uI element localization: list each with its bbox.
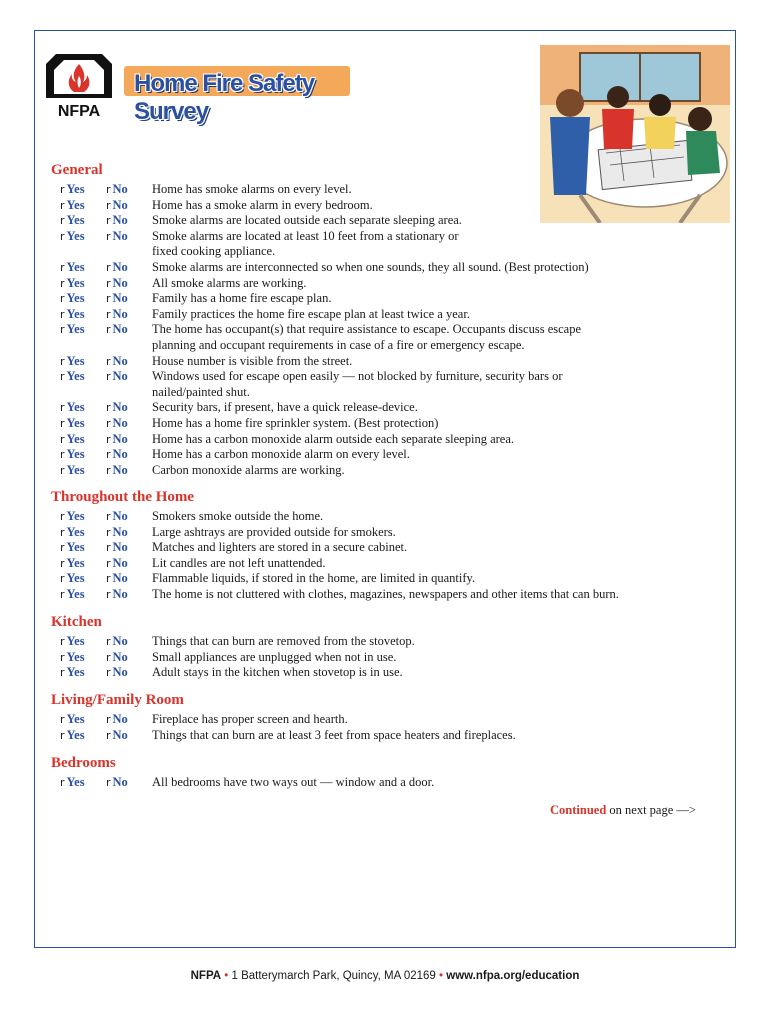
no-label: No xyxy=(112,587,128,601)
no-label: No xyxy=(112,213,128,228)
checkbox-mark: r xyxy=(106,417,111,430)
item-text: House number is visible from the street. xyxy=(152,353,353,368)
nfpa-logo xyxy=(42,50,116,120)
section-heading: Bedrooms xyxy=(51,755,116,771)
yes-label: Yes xyxy=(66,634,85,648)
checkbox-mark: r xyxy=(60,401,65,415)
continued-note xyxy=(550,803,696,818)
no-checkbox[interactable] xyxy=(106,728,128,743)
no-checkbox[interactable] xyxy=(106,354,128,369)
no-label: No xyxy=(112,275,128,290)
checkbox-mark: r xyxy=(106,276,111,290)
page-title: Home Fire Safety Survey xyxy=(134,70,315,125)
no-checkbox[interactable] xyxy=(106,463,128,478)
checkbox-mark: r xyxy=(106,323,111,337)
yes-label: Yes xyxy=(66,775,85,789)
yes-label: Yes xyxy=(66,712,85,726)
section-heading: Kitchen xyxy=(51,614,102,630)
yes-label: Yes xyxy=(66,462,85,477)
yes-label: Yes xyxy=(66,540,85,555)
item-text: Family practices the home fire escape plan at least twice a year. xyxy=(152,306,470,321)
yes-checkbox[interactable] xyxy=(60,634,85,649)
yes-label: Yes xyxy=(66,727,85,742)
checkbox-mark: r xyxy=(60,432,65,446)
checkbox-mark: r xyxy=(60,556,65,570)
yes-label: Yes xyxy=(66,197,85,212)
item-text: Small appliances are unplugged when not in use. xyxy=(152,649,397,664)
yes-label: Yes xyxy=(66,228,85,243)
no-checkbox[interactable] xyxy=(106,650,128,665)
no-checkbox[interactable] xyxy=(106,291,128,306)
section-heading: General xyxy=(51,162,103,178)
yes-label: Yes xyxy=(66,416,85,430)
checkbox-mark: r xyxy=(106,214,111,228)
item-text: Smoke alarms are interconnected so when one sounds, they all sound. (Best protection) xyxy=(152,260,589,274)
item-text: The home has occupant(s) that require assistance to escape. Occupants discuss escape xyxy=(152,322,582,337)
item-text: Large ashtrays are provided outside for smokers. xyxy=(152,524,396,539)
checkbox-mark: r xyxy=(60,229,65,243)
no-label: No xyxy=(112,400,128,415)
item-text: Adult stays in the kitchen when stovetop is in use. xyxy=(152,665,403,680)
no-label: No xyxy=(112,727,128,742)
yes-label: Yes xyxy=(66,524,85,539)
yes-checkbox[interactable] xyxy=(60,571,85,586)
no-checkbox[interactable] xyxy=(106,712,128,727)
yes-label: Yes xyxy=(66,213,85,228)
yes-checkbox[interactable] xyxy=(60,650,85,665)
yes-checkbox[interactable] xyxy=(60,540,85,555)
nfpa-logo-text: NFPA xyxy=(57,103,101,120)
no-checkbox[interactable] xyxy=(106,276,128,291)
checkbox-mark: r xyxy=(60,776,65,789)
no-label: No xyxy=(112,182,128,196)
yes-checkbox[interactable] xyxy=(60,354,85,369)
no-checkbox[interactable] xyxy=(106,540,128,555)
yes-checkbox[interactable] xyxy=(60,712,85,727)
continued-label: Continued xyxy=(550,803,607,817)
item-text: Fireplace has proper screen and hearth. xyxy=(152,712,348,726)
no-label: No xyxy=(112,775,128,789)
yes-label: Yes xyxy=(66,431,85,446)
yes-checkbox[interactable] xyxy=(60,260,85,275)
checkbox-mark: r xyxy=(106,556,111,570)
checkbox-mark: r xyxy=(106,401,111,415)
checkbox-mark: r xyxy=(60,588,65,601)
checkbox-mark: r xyxy=(106,635,111,648)
checkbox-mark: r xyxy=(106,776,111,789)
yes-label: Yes xyxy=(66,509,85,523)
footer-separator-2: • xyxy=(439,970,444,982)
item-text: Matches and lighters are stored in a secure cabinet. xyxy=(152,540,408,555)
yes-checkbox[interactable] xyxy=(60,322,85,337)
no-checkbox[interactable] xyxy=(106,198,128,213)
item-text: Carbon monoxide alarms are working. xyxy=(152,462,345,477)
no-label: No xyxy=(112,462,128,477)
no-label: No xyxy=(112,416,128,430)
yes-checkbox[interactable] xyxy=(60,416,85,431)
checkbox-mark: r xyxy=(60,713,65,726)
no-label: No xyxy=(112,369,128,384)
yes-label: Yes xyxy=(66,306,85,321)
checkbox-mark: r xyxy=(60,183,65,196)
item-text: Home has a home fire sprinkler system. (Best protection) xyxy=(152,416,439,430)
item-text: Windows used for escape open easily — not blocked by furniture, security bars or xyxy=(152,369,563,384)
no-checkbox[interactable] xyxy=(106,525,128,540)
checkbox-mark: r xyxy=(106,370,111,384)
no-label: No xyxy=(112,540,128,555)
checkbox-mark: r xyxy=(106,510,111,523)
checkbox-mark: r xyxy=(60,448,65,462)
checkbox-mark: r xyxy=(106,713,111,726)
checkbox-mark: r xyxy=(106,354,111,368)
no-label: No xyxy=(112,447,128,462)
item-text: Smoke alarms are located outside each separate sleeping area. xyxy=(152,213,462,228)
item-text: planning and occupant requirements in case of a fire or emergency escape. xyxy=(152,337,525,352)
survey-title-banner xyxy=(124,62,360,125)
checkbox-mark: r xyxy=(60,261,65,274)
no-checkbox[interactable] xyxy=(106,400,128,415)
yes-checkbox[interactable] xyxy=(60,276,85,291)
yes-checkbox[interactable] xyxy=(60,525,85,540)
checkbox-mark: r xyxy=(60,198,65,212)
item-text: All smoke alarms are working. xyxy=(152,275,307,290)
no-checkbox[interactable] xyxy=(106,587,128,602)
no-label: No xyxy=(112,665,128,680)
yes-checkbox[interactable] xyxy=(60,587,85,602)
item-text: Smoke alarms are located at least 10 feet from a stationary or xyxy=(152,228,459,243)
checkbox-mark: r xyxy=(106,541,111,555)
yes-checkbox[interactable] xyxy=(60,213,85,228)
no-label: No xyxy=(112,524,128,539)
footer-address: 1 Batterymarch Park, Quincy, MA 02169 xyxy=(231,970,436,982)
checkbox-mark: r xyxy=(106,432,111,446)
yes-label: Yes xyxy=(66,322,85,337)
checkbox-mark: r xyxy=(60,307,65,321)
no-label: No xyxy=(112,649,128,664)
checkbox-mark: r xyxy=(60,354,65,368)
checkbox-mark: r xyxy=(60,666,65,680)
yes-label: Yes xyxy=(66,260,85,274)
yes-label: Yes xyxy=(66,400,85,415)
no-checkbox[interactable] xyxy=(106,260,128,275)
checkbox-mark: r xyxy=(60,323,65,337)
checkbox-mark: r xyxy=(60,292,65,306)
no-checkbox[interactable] xyxy=(106,416,128,431)
no-checkbox[interactable] xyxy=(106,369,128,384)
item-text: nailed/painted shut. xyxy=(152,384,250,399)
checkbox-mark: r xyxy=(106,666,111,680)
yes-checkbox[interactable] xyxy=(60,509,85,524)
page-footer xyxy=(0,970,770,982)
yes-label: Yes xyxy=(66,555,85,570)
item-text: Security bars, if present, have a quick release-device. xyxy=(152,400,418,415)
no-checkbox[interactable] xyxy=(106,322,128,337)
checkbox-mark: r xyxy=(60,541,65,555)
footer-org: NFPA xyxy=(190,970,222,982)
checkbox-mark: r xyxy=(106,292,111,306)
checkbox-mark: r xyxy=(60,276,65,290)
checkbox-mark: r xyxy=(60,650,65,664)
no-label: No xyxy=(112,260,128,274)
no-label: No xyxy=(112,555,128,570)
checkbox-mark: r xyxy=(60,417,65,430)
no-label: No xyxy=(112,634,128,648)
no-label: No xyxy=(112,291,128,306)
checkbox-mark: r xyxy=(106,448,111,462)
no-checkbox[interactable] xyxy=(106,229,128,244)
checkbox-mark: r xyxy=(106,198,111,212)
no-checkbox[interactable] xyxy=(106,509,128,524)
no-label: No xyxy=(112,353,128,368)
no-checkbox[interactable] xyxy=(106,447,128,462)
yes-label: Yes xyxy=(66,182,85,196)
no-label: No xyxy=(112,306,128,321)
yes-label: Yes xyxy=(66,665,85,680)
item-text: Home has smoke alarms on every level. xyxy=(152,182,352,196)
item-text: Home has a carbon monoxide alarm outside each separate sleeping area. xyxy=(152,431,514,446)
yes-checkbox[interactable] xyxy=(60,307,85,322)
no-checkbox[interactable] xyxy=(106,213,128,228)
no-checkbox[interactable] xyxy=(106,432,128,447)
yes-label: Yes xyxy=(66,369,85,384)
checkbox-mark: r xyxy=(106,588,111,601)
no-checkbox[interactable] xyxy=(106,665,128,680)
no-checkbox[interactable] xyxy=(106,775,128,790)
item-text: The home is not cluttered with clothes, magazines, newspapers and other items that can burn. xyxy=(152,587,619,601)
checkbox-mark: r xyxy=(106,525,111,539)
footer-url: www.nfpa.org/education xyxy=(446,970,580,982)
yes-checkbox[interactable] xyxy=(60,463,85,478)
no-checkbox[interactable] xyxy=(106,307,128,322)
yes-checkbox[interactable] xyxy=(60,447,85,462)
checkbox-mark: r xyxy=(106,728,111,742)
checkbox-mark: r xyxy=(60,510,65,523)
yes-label: Yes xyxy=(66,275,85,290)
section-heading: Throughout the Home xyxy=(51,489,195,505)
yes-checkbox[interactable] xyxy=(60,556,85,571)
item-text: fixed cooking appliance. xyxy=(152,244,276,259)
checkbox-mark: r xyxy=(106,572,111,586)
yes-label: Yes xyxy=(66,571,85,586)
no-label: No xyxy=(112,322,128,337)
no-checkbox[interactable] xyxy=(106,571,128,586)
yes-checkbox[interactable] xyxy=(60,369,85,384)
checkbox-mark: r xyxy=(106,183,111,196)
checkbox-mark: r xyxy=(106,650,111,664)
yes-checkbox[interactable] xyxy=(60,400,85,415)
yes-label: Yes xyxy=(66,587,85,601)
checkbox-mark: r xyxy=(60,214,65,228)
checkbox-mark: r xyxy=(106,307,111,321)
yes-label: Yes xyxy=(66,291,85,306)
no-label: No xyxy=(112,712,128,726)
yes-label: Yes xyxy=(66,649,85,664)
family-illustration xyxy=(540,45,730,223)
no-label: No xyxy=(112,228,128,243)
yes-checkbox[interactable] xyxy=(60,775,85,790)
checkbox-mark: r xyxy=(106,261,111,274)
no-label: No xyxy=(112,509,128,523)
section-heading: Living/Family Room xyxy=(51,692,184,708)
no-label: No xyxy=(112,431,128,446)
continued-rest: on next page —> xyxy=(609,803,696,817)
no-label: No xyxy=(112,197,128,212)
item-text: Things that can burn are at least 3 feet from space heaters and fireplaces. xyxy=(152,727,516,742)
item-text: Things that can burn are removed from the stovetop. xyxy=(152,634,415,648)
footer-separator-1: • xyxy=(224,970,229,982)
checkbox-mark: r xyxy=(60,370,65,384)
no-checkbox[interactable] xyxy=(106,556,128,571)
checkbox-mark: r xyxy=(60,635,65,648)
yes-checkbox[interactable] xyxy=(60,665,85,680)
item-text: Home has a carbon monoxide alarm on every level. xyxy=(152,447,410,462)
yes-checkbox[interactable] xyxy=(60,432,85,447)
checkbox-mark: r xyxy=(106,463,111,477)
item-text: Family has a home fire escape plan. xyxy=(152,291,332,306)
yes-checkbox[interactable] xyxy=(60,198,85,213)
yes-checkbox[interactable] xyxy=(60,182,85,197)
item-text: Home has a smoke alarm in every bedroom. xyxy=(152,197,373,212)
checkbox-mark: r xyxy=(60,728,65,742)
yes-checkbox[interactable] xyxy=(60,291,85,306)
checkbox-mark: r xyxy=(106,229,111,243)
no-checkbox[interactable] xyxy=(106,182,128,197)
no-label: No xyxy=(112,571,128,586)
yes-label: Yes xyxy=(66,353,85,368)
item-text: All bedrooms have two ways out — window and a door. xyxy=(152,775,435,789)
item-text: Flammable liquids, if stored in the home, are limited in quantify. xyxy=(152,571,476,586)
checkbox-mark: r xyxy=(60,572,65,586)
checkbox-mark: r xyxy=(60,463,65,477)
item-text: Lit candles are not left unattended. xyxy=(152,555,326,570)
yes-checkbox[interactable] xyxy=(60,229,85,244)
yes-label: Yes xyxy=(66,447,85,462)
item-text: Smokers smoke outside the home. xyxy=(152,509,324,523)
yes-checkbox[interactable] xyxy=(60,728,85,743)
checkbox-mark: r xyxy=(60,525,65,539)
no-checkbox[interactable] xyxy=(106,634,128,649)
